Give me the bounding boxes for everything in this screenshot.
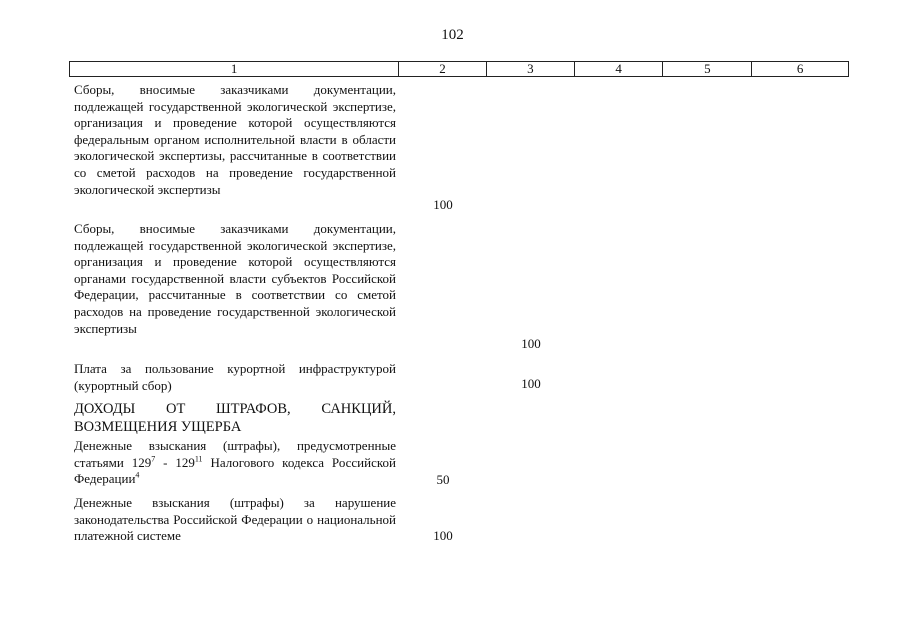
row-description: Сборы, вносимые заказчиками документации, подлежащей государственной экологической экспертизе, организация и проведение которой осуществляются федеральным органом исполнительной власти в области экологической экспертизы, рассчитанные в соответствии со сметой расходов на проведение государственной экологической экспертизы (74, 82, 396, 197)
row-description: Плата за пользование курортной инфраструктурой (курортный сбор) (74, 361, 396, 393)
header-col-2: 2 (399, 62, 487, 76)
table-header-row (69, 61, 849, 77)
page-number: 102 (441, 27, 464, 43)
table-row-text (74, 495, 396, 545)
table-row-text (74, 221, 396, 337)
header-col-6: 6 (796, 61, 804, 76)
table-cell-col3: 100 (521, 376, 541, 391)
table-cell-col2: 100 (433, 197, 453, 212)
header-col-4: 4 (575, 62, 664, 76)
table-cell-col2: 100 (433, 528, 453, 543)
header-col-1: 1 (70, 62, 399, 76)
row-description: Денежные взыскания (штрафы), предусмотренные статьями $129^7 - 129^{11}$ Налогового кодекса Российской Федерации$^4$ (74, 438, 396, 487)
table-row-text (74, 438, 396, 488)
table-cell-col3: 100 (521, 336, 541, 351)
section-heading-text: ДОХОДЫ ОТ ШТРАФОВ, САНКЦИЙ, ВОЗМЕЩЕНИЯ УЩЕРБА (74, 401, 396, 435)
header-col-5: 5 (663, 62, 752, 76)
table-row-text (74, 361, 396, 394)
header-col-3: 3 (487, 62, 575, 76)
section-heading (74, 400, 396, 436)
table-cell-col2: 50 (436, 472, 450, 487)
table-row-text (74, 82, 396, 198)
row-description: Сборы, вносимые заказчиками документации, подлежащей государственной экологической экспертизе, организация и проведение которой осуществляются органами государственной власти субъектов Российской Федерации, рассчитанные в соответствии со сметой расходов на проведение государственной экологической экспертизы (74, 221, 396, 336)
row-description: Денежные взыскания (штрафы) за нарушение законодательства Российской Федерации о национальной платежной системе (74, 495, 396, 544)
